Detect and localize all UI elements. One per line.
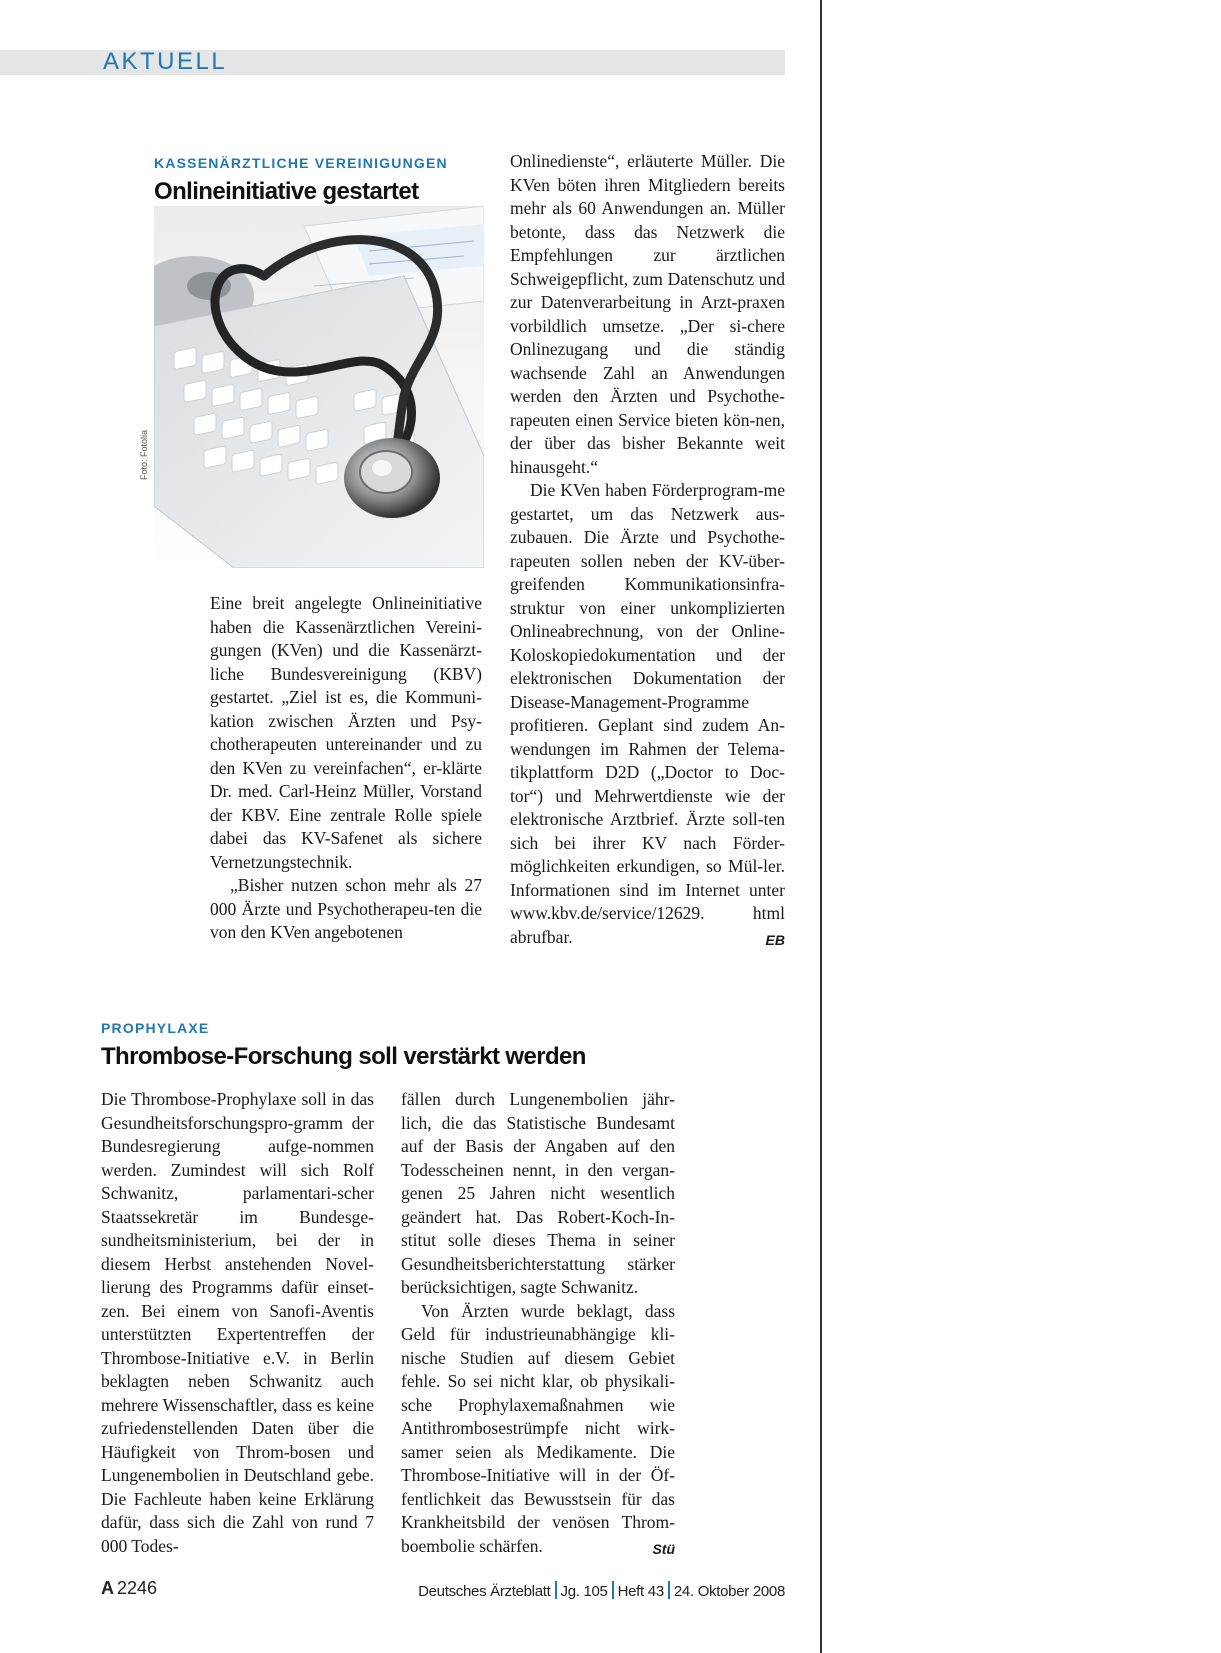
article1-title: Onlineinitiative gestartet (154, 178, 419, 205)
paragraph: Eine breit angelegte Onlineinitiative haben die Kassenärztlichen Vereini-gungen (KVen) und die Kassenärzt-liche Bundesvereinigung (KBV) gestartet. „Ziel ist es, die Kommuni-kation zwischen Ärzten und Psy-chotherapeuten untereinander und zu den KVen zu vereinfachen“, er-klärte Dr. med. Carl-Heinz Müller, Vorstand der KBV. Eine zentrale Rolle spiele dabei das KV-Safenet als sichere Vernetzungstechnik. (210, 593, 482, 872)
article2-column2 (401, 1088, 675, 1562)
article2-signature: Stü (652, 1541, 675, 1557)
article1-column2 (510, 150, 785, 953)
photo-credit: Foto: Fotolia (139, 429, 149, 480)
separator (555, 1581, 557, 1599)
article2-title: Thrombose-Forschung soll verstärkt werden (101, 1043, 586, 1070)
journal-volume: Jg. 105 (560, 1583, 608, 1600)
article2-kicker: PROPHYLAXE (101, 1020, 210, 1036)
page-divider (820, 0, 822, 1653)
article1-kicker: KASSENÄRZTLICHE VEREINIGUNGEN (154, 155, 448, 171)
journal-issue: Heft 43 (617, 1583, 664, 1600)
article2-column1 (101, 1088, 374, 1558)
paragraph: „Bisher nutzen schon mehr als 27 000 Ärzte und Psychotherapeu-ten die von den KVen angebotenen (210, 875, 482, 942)
journal-name: Deutsches Ärzteblatt (418, 1583, 551, 1600)
separator (668, 1581, 670, 1599)
article1-signature: EB (765, 932, 785, 948)
paragraph: Die KVen haben Förderprogram-me gestartet, um das Netzwerk aus-zubauen. Die Ärzte und Psychothe-rapeuten sollen neben der KV-über-greifenden Kommunikationsinfra-struktur von einer unkomplizierten Onlineabrechnung, von der Online-Koloskopiedokumentation und der elektronischen Dokumentation der Disease-Management-Programme profitieren. Geplant sind zudem An-wendungen im Rahmen der Telema-tikplattform D2D („Doctor to Doc-tor“) und Mehrwertdienste wie der elektronische Arztbrief. Ärzte soll-ten sich bei ihrer KV nach Förder-möglichkeiten erkundigen, so Mül-ler. Informationen sind im Internet unter www.kbv.de/service/12629. html abrufbar. (510, 480, 785, 947)
section-label: AKTUELL (103, 48, 228, 75)
paragraph: fällen durch Lungenembolien jähr-lich, die das Statistische Bundesamt auf der Basis der Angaben auf den Todesscheinen nennt, in den vergan-genen 25 Jahren nicht wesentlich geändert hat. Das Robert-Koch-In-stitut solle dieses Thema in seiner Gesundheitsberichterstattung stärker berücksichtigen, sagte Schwanitz. (401, 1089, 675, 1297)
page-prefix: A (101, 1578, 114, 1598)
paragraph: Von Ärzten wurde beklagt, dass Geld für industrieunabhängige kli-nische Studien auf diesem Gebiet fehle. So sei nicht klar, ob physikali-sche Prophylaxemaßnahmen wie Antithrombosestrümpfe nicht wirk-samer seien als Medikamente. Die Thrombose-Initiative will in der Öf-fentlichkeit das Bewusstsein für das Krankheitsbild der venösen Throm-boembolie schärfen. (401, 1300, 675, 1556)
separator (612, 1581, 614, 1599)
paragraph: Onlinedienste“, erläuterte Müller. Die KVen böten ihren Mitgliedern bereits mehr als 60 Anwendungen an. Müller betonte, dass das Netzwerk die Empfehlungen zur ärztlichen Schweigepflicht, zum Datenschutz und zur Datenverarbeitung in Arzt-praxen vorbildlich umsetze. „Der si-chere Onlinezugang und die ständig wachsende Zahl an Anwendungen werden den Ärzten und Psychothe-rapeuten einen Service bieten kön-nen, der über das bisher Bekannte weit hinausgeht.“ (510, 151, 785, 477)
journal-info (418, 1581, 785, 1600)
article1-column1 (210, 592, 482, 945)
page-number: 2246 (117, 1578, 158, 1598)
journal-date: 24. Oktober 2008 (673, 1583, 785, 1600)
stethoscope-keyboard-photo (154, 206, 484, 568)
photo-illustration (154, 206, 484, 568)
paragraph: Die Thrombose-Prophylaxe soll in das Gesundheitsforschungspro-gramm der Bundesregierung aufge-nommen werden. Zumindest will sich Rolf Schwanitz, parlamentari-scher Staatssekretär im Bundesge-sundheitsministerium, bei der in diesem Herbst anstehenden Novel-lierung des Programms dafür einset-zen. Bei einem von Sanofi-Aventis unterstützten Expertentreffen der Thrombose-Initiative e.V. in Berlin beklagten neben Schwanitz auch mehrere Wissenschaftler, dass es keine zufriedenstellenden Daten über die Häufigkeit von Throm-bosen und Lungenembolien in Deutschland gebe. Die Fachleute haben keine Erklärung dafür, dass sich die Zahl von rund 7 000 Todes- (101, 1089, 374, 1556)
